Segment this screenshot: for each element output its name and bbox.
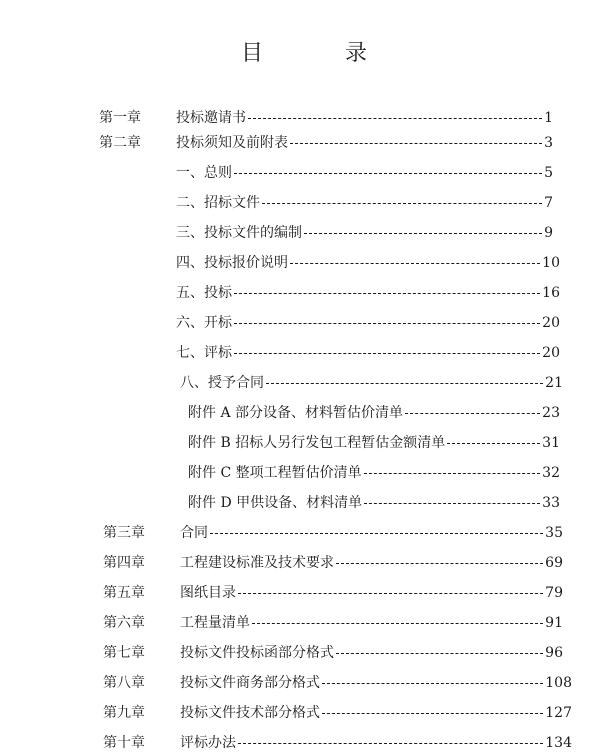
toc-entry[interactable] <box>0 463 608 483</box>
page-number: 16 <box>542 285 560 301</box>
entry-title: 评标办法 <box>180 735 236 751</box>
entry-title: 七、评标 <box>176 345 232 361</box>
entry-title: 一、总则 <box>176 165 232 181</box>
toc-entry[interactable] <box>0 163 608 183</box>
toc-entry[interactable] <box>0 108 608 128</box>
page-number: 3 <box>544 135 553 151</box>
toc-entry[interactable] <box>0 493 608 513</box>
page-number: 20 <box>542 315 560 331</box>
dot-leader <box>248 108 542 128</box>
toc-entry[interactable] <box>0 673 608 693</box>
page-title: 目 录 <box>240 41 397 66</box>
entry-title: 六、开标 <box>176 315 232 331</box>
toc-entry[interactable] <box>0 253 608 273</box>
chapter-number: 第一章 <box>99 110 141 126</box>
toc-entry[interactable] <box>0 283 608 303</box>
dot-leader <box>336 553 543 573</box>
chapter-number: 第四章 <box>103 555 145 571</box>
toc-entry[interactable] <box>0 133 608 153</box>
entry-title: 工程建设标准及技术要求 <box>180 555 334 571</box>
entry-title: 附件 C 整项工程暂估价清单 <box>188 465 362 481</box>
dot-leader <box>322 703 543 723</box>
dot-leader <box>210 523 543 543</box>
page-number: 20 <box>542 345 560 361</box>
page-number: 10 <box>542 255 560 271</box>
page-number: 1 <box>544 110 553 126</box>
dot-leader <box>364 493 540 513</box>
page-number: 21 <box>545 375 563 391</box>
entry-title: 二、招标文件 <box>176 195 260 211</box>
page-number: 69 <box>545 555 563 571</box>
entry-title: 八、授予合同 <box>180 375 264 391</box>
entry-title: 投标文件商务部分格式 <box>180 675 320 691</box>
dot-leader <box>322 673 543 693</box>
toc-entry[interactable] <box>0 733 608 753</box>
entry-title: 投标文件投标函部分格式 <box>180 645 334 661</box>
dot-leader <box>234 313 540 333</box>
entry-title: 投标文件技术部分格式 <box>180 705 320 721</box>
page-number: 108 <box>545 675 572 691</box>
page-number: 9 <box>544 225 553 241</box>
toc-entry[interactable] <box>0 613 608 633</box>
page-number: 31 <box>542 435 560 451</box>
page-number: 33 <box>542 495 560 511</box>
dot-leader <box>234 343 540 363</box>
page-number: 127 <box>545 705 572 721</box>
chapter-number: 第五章 <box>103 585 145 601</box>
toc-entry[interactable] <box>0 373 608 393</box>
entry-title: 投标邀请书 <box>176 110 246 126</box>
page-number: 96 <box>545 645 563 661</box>
page-number: 7 <box>544 195 553 211</box>
entry-title: 合同 <box>180 525 208 541</box>
dot-leader <box>405 403 540 423</box>
dot-leader <box>336 643 543 663</box>
chapter-number: 第二章 <box>99 135 141 151</box>
toc-entry[interactable] <box>0 433 608 453</box>
dot-leader <box>447 433 540 453</box>
dot-leader <box>290 253 540 273</box>
entry-title: 附件 B 招标人另行发包工程暂估金额清单 <box>188 435 446 451</box>
entry-title: 五、投标 <box>176 285 232 301</box>
entry-title: 三、投标文件的编制 <box>176 225 302 241</box>
toc-entry[interactable] <box>0 343 608 363</box>
page-number: 35 <box>545 525 563 541</box>
toc-entry[interactable] <box>0 553 608 573</box>
entry-title: 图纸目录 <box>180 585 236 601</box>
chapter-number: 第八章 <box>103 675 145 691</box>
dot-leader <box>304 223 542 243</box>
dot-leader <box>252 613 543 633</box>
toc-entry[interactable] <box>0 193 608 213</box>
entry-title: 附件 D 甲供设备、材料清单 <box>188 495 363 511</box>
page-number: 79 <box>545 585 563 601</box>
page-number: 32 <box>542 465 560 481</box>
dot-leader <box>266 373 543 393</box>
dot-leader <box>290 133 542 153</box>
entry-title: 投标须知及前附表 <box>176 135 288 151</box>
dot-leader <box>364 463 541 483</box>
entry-title: 附件 A 部分设备、材料暂估价清单 <box>188 405 404 421</box>
chapter-number: 第十章 <box>103 735 145 751</box>
dot-leader <box>262 193 542 213</box>
chapter-number: 第九章 <box>103 705 145 721</box>
page-number: 5 <box>544 165 553 181</box>
chapter-number: 第三章 <box>103 525 145 541</box>
toc-entry[interactable] <box>0 523 608 543</box>
toc-entry[interactable] <box>0 583 608 603</box>
page-number: 91 <box>545 615 563 631</box>
toc-entry[interactable] <box>0 643 608 663</box>
toc-entry[interactable] <box>0 223 608 243</box>
dot-leader <box>234 283 540 303</box>
page-number: 134 <box>545 735 572 751</box>
dot-leader <box>234 163 542 183</box>
dot-leader <box>238 733 543 753</box>
toc-entry[interactable] <box>0 313 608 333</box>
chapter-number: 第六章 <box>103 615 145 631</box>
dot-leader <box>238 583 543 603</box>
toc-entry[interactable] <box>0 403 608 423</box>
chapter-number: 第七章 <box>103 645 145 661</box>
page-number: 23 <box>542 405 560 421</box>
toc-entry[interactable] <box>0 703 608 723</box>
entry-title: 工程量清单 <box>180 615 250 631</box>
entry-title: 四、投标报价说明 <box>176 255 288 271</box>
